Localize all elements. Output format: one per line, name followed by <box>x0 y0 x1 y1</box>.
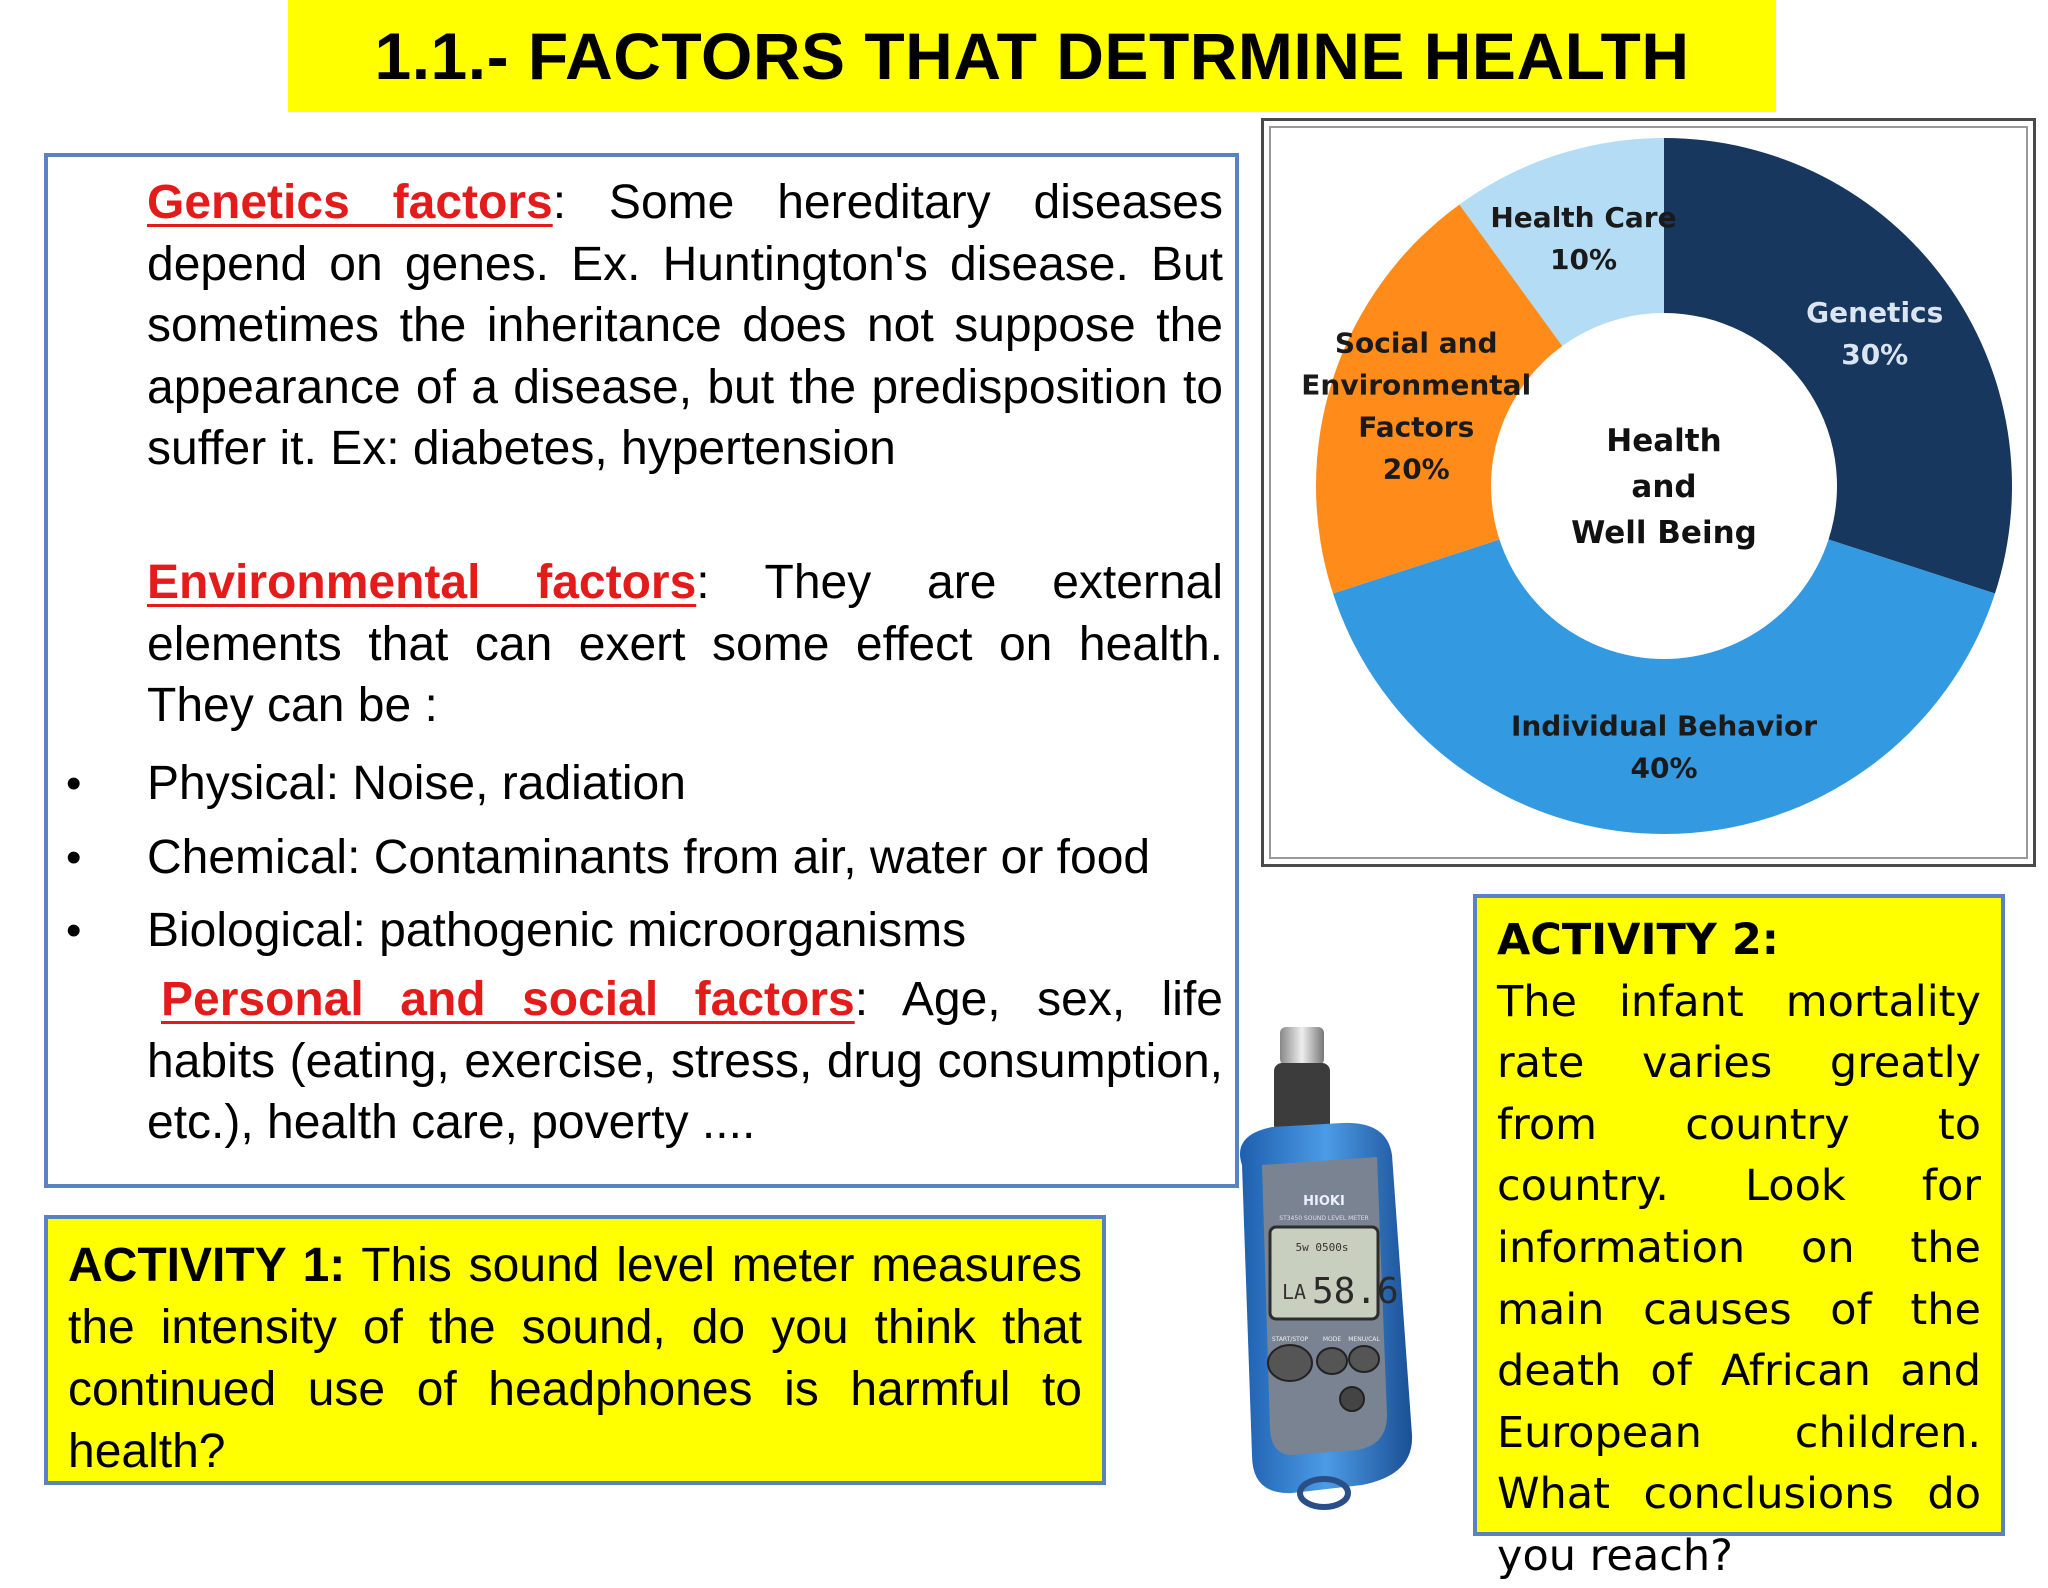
activity-1-text: This sound level meter measures the intensity of the sound, do you think that continued use of headphones is harmful to health? <box>68 1239 1082 1478</box>
environmental-heading: Environmental factors <box>147 556 697 609</box>
genetics-paragraph <box>147 172 1223 480</box>
microphone-stem-icon <box>1274 1063 1330 1133</box>
center-label: Well Being <box>1571 515 1757 551</box>
health-factors-chart <box>1261 118 2036 867</box>
center-label: Health <box>1606 423 1722 459</box>
activity-2-box <box>1473 894 2005 1581</box>
meter-small-readout: 5w 0500s <box>1295 1241 1349 1254</box>
slice-label: Environmental <box>1301 368 1532 402</box>
menu-button-icon <box>1349 1346 1379 1372</box>
activity-2-text: The infant mortality rate varies greatly from country to country. Look for information on the main causes of the death of African and European children. What conclusions do you reach? <box>1497 976 1981 1581</box>
bullet-marker: • <box>66 906 82 955</box>
environmental-text: : They are external elements that can exert some effect on health. They can be : <box>147 556 1223 732</box>
genetics-text: : Some hereditary diseases depend on genes. Ex. Huntington's disease. But sometimes the inheritance does not suppose the appearance of a disease, but the predisposition to suffer it. Ex: diabetes, hypertension <box>147 176 1223 475</box>
slice-label: Factors <box>1358 410 1475 444</box>
start-stop-button-icon <box>1268 1345 1312 1381</box>
chart-slice <box>1333 539 1995 834</box>
activity-1-heading: ACTIVITY 1: <box>68 1239 346 1292</box>
slice-label: Genetics <box>1806 295 1944 329</box>
activity-1-box <box>44 1215 1106 1485</box>
environmental-paragraph <box>147 552 1223 737</box>
mode-button-icon <box>1317 1348 1347 1374</box>
microphone-tip-icon <box>1280 1027 1324 1065</box>
meter-value-readout: 58.6 <box>1312 1271 1399 1312</box>
bullet-chemical: Chemical: Contaminants from air, water or food <box>147 831 1151 884</box>
sound-level-meter-image <box>1212 1015 1468 1515</box>
slice-value-label: 40% <box>1630 751 1698 785</box>
meter-brand-label: HIOKI <box>1303 1194 1345 1209</box>
meter-button-label: MENU/CAL <box>1348 1336 1380 1343</box>
meter-button-label: START/STOP <box>1271 1336 1309 1343</box>
slice-value-label: 10% <box>1549 243 1618 277</box>
personal-paragraph <box>147 969 1223 1154</box>
slice-label: Individual Behavior <box>1510 709 1818 743</box>
personal-heading: Personal and social factors <box>161 973 855 1026</box>
bullet-marker: • <box>66 833 82 882</box>
page-title: 1.1.- FACTORS THAT DETRMINE HEALTH <box>374 19 1690 93</box>
factors-text-box <box>44 153 1239 1188</box>
meter-model-label: ST3450 SOUND LEVEL METER <box>1279 1215 1369 1222</box>
donut-chart <box>1264 121 2039 870</box>
genetics-heading: Genetics factors <box>147 176 553 229</box>
slice-value-label: 20% <box>1382 452 1450 486</box>
power-button-icon <box>1340 1387 1364 1411</box>
meter-button-label: MODE <box>1322 1336 1342 1343</box>
title-banner <box>288 0 1776 112</box>
slice-value-label: 30% <box>1841 337 1909 371</box>
slice-label: Social and <box>1334 326 1498 360</box>
bullet-physical: Physical: Noise, radiation <box>147 757 686 810</box>
center-label: and <box>1631 469 1697 505</box>
meter-mode-readout: LA <box>1282 1280 1307 1304</box>
activity-2-heading: ACTIVITY 2: <box>1497 915 1779 965</box>
slice-label: Health Care <box>1490 201 1677 235</box>
personal-text: : Age, sex, life habits (eating, exercise, stress, drug consumption, etc.), health care, poverty .... <box>147 973 1223 1149</box>
bullet-marker: • <box>66 759 82 808</box>
bullet-biological: Biological: pathogenic microorganisms <box>147 904 967 957</box>
